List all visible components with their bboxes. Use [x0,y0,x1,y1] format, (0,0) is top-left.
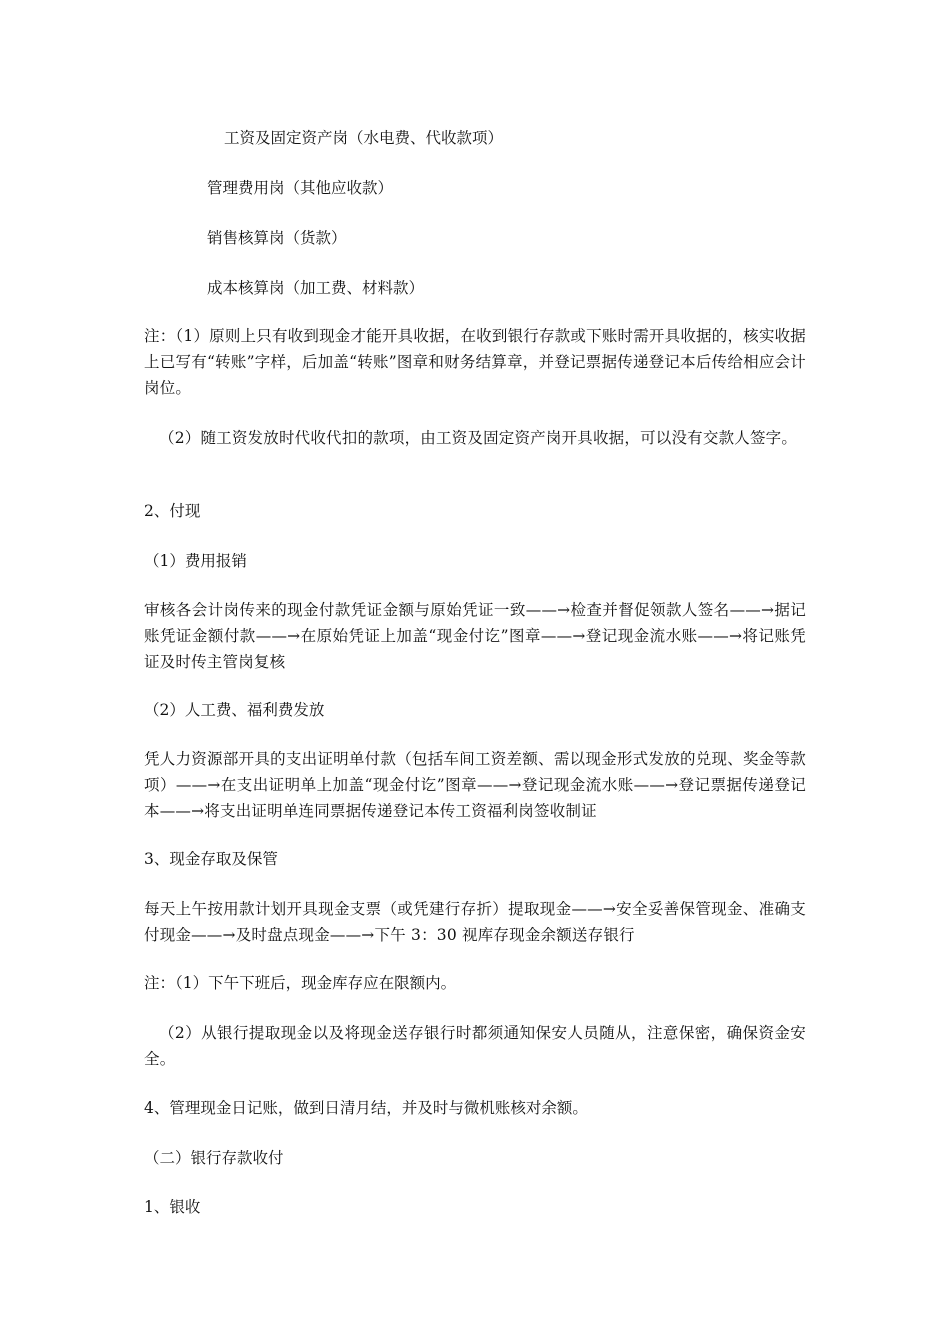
section-cash-storage-heading: 3、现金存取及保管 [144,850,278,868]
section-payment-heading: 2、付现 [144,502,201,520]
subsection-bank-receipts: 1、银收 [144,1198,201,1216]
subsection-labor-welfare: （2）人工费、福利费发放 [144,701,325,719]
note-security-escort: （2）从银行提取现金以及将现金送存银行时都须通知保安人员随从，注意保密，确保资金安全。 [144,1024,806,1068]
flow-cash-storage: 每天上午按用款计划开具现金支票（或凭建行存折）提取现金——→安全妥善保管现金、准确支付现金——→及时盘点现金——→下午 3：30 视库存现金余额送存银行 [144,900,806,944]
post-admin-expenses: 管理费用岗（其他应收款） [207,179,394,197]
note-payroll-deductions: （2）随工资发放时代收代扣的款项，由工资及固定资产岗开具收据，可以没有交款人签字。 [159,429,798,447]
post-wages-fixed-assets: 工资及固定资产岗（水电费、代收款项） [224,129,504,147]
flow-labor-welfare: 凭人力资源部开具的支出证明单付款（包括车间工资差额、需以现金形式发放的兑现、奖金等款项）——→在支出证明单上加盖“现金付讫”图章——→登记现金流水账——→登记票据传递登记本——→将支出证明单连同票据传递登记本传工资福利岗签收制证 [144,750,806,820]
section-bank-deposit-heading: （二）银行存款收付 [144,1149,284,1167]
note-receipt-principle: 注：（1）原则上只有收到现金才能开具收据，在收到银行存款或下账时需开具收据的，核实收据上已写有“转账”字样，后加盖“转账”图章和财务结算章，并登记票据传递登记本后传给相应会计岗位。 [144,327,806,397]
subsection-expense-reimbursement: （1）费用报销 [144,552,247,570]
post-cost-accounting: 成本核算岗（加工费、材料款） [207,279,425,297]
post-sales-accounting: 销售核算岗（货款） [207,229,347,247]
section-cash-journal: 4、管理现金日记账，做到日清月结，并及时与微机账核对余额。 [144,1099,588,1117]
note-cash-limit: 注：（1）下午下班后，现金库存应在限额内。 [144,974,457,992]
flow-expense-reimbursement: 审核各会计岗传来的现金付款凭证金额与原始凭证一致——→检查并督促领款人签名——→据记账凭证金额付款——→在原始凭证上加盖“现金付讫”图章——→登记现金流水账——→将记账凭证及时传主管岗复核 [144,601,806,671]
